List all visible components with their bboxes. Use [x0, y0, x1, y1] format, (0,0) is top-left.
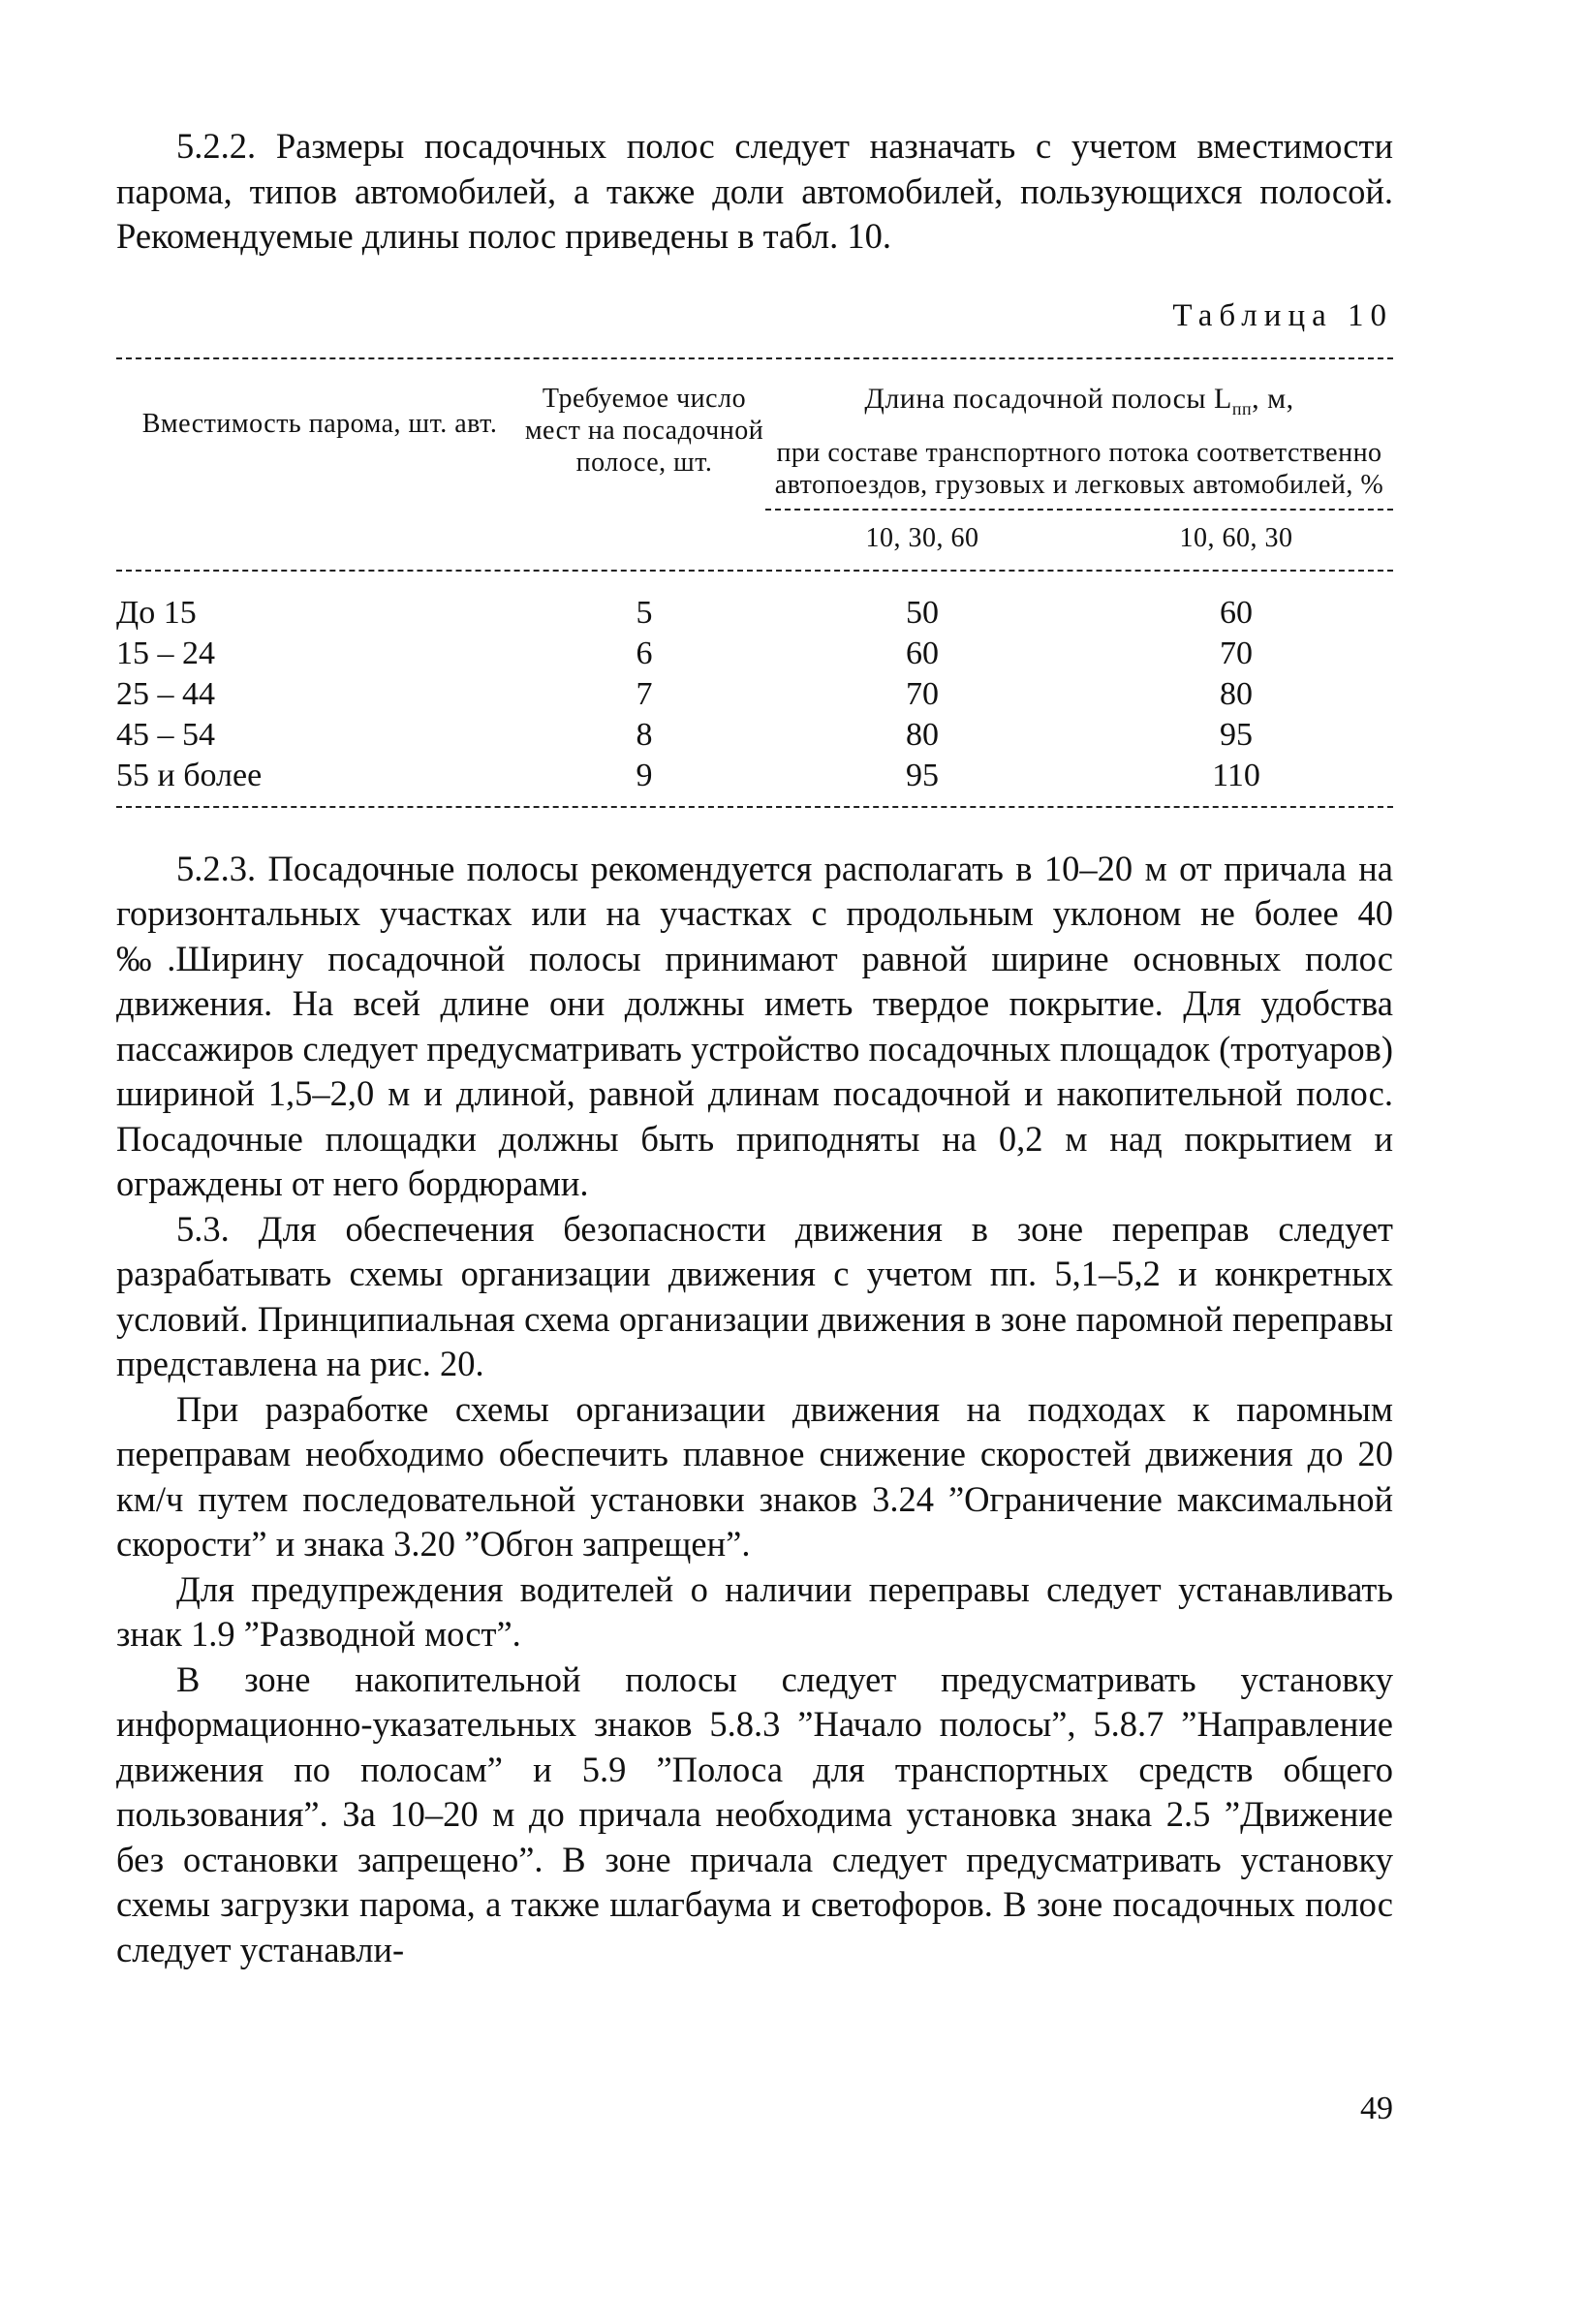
paragraph-accumulation-zone: В зоне накопительной полосы следует предусматривать установку информационно-указательных знаков 5.8.3 ”Начало полосы”, 5.8.7 ”Направление движения по полосам” и 5.9 ”Полоса для транспортных средств общего пользования”. За 10–20 м до причала необходима установка знака 2.5 ”Движение без остановки запрещено”. В зоне причала следует предусматривать установку схемы загрузки парома, а также шлагбаума и светофоров. В зоне посадочных полос следует устанавли-	[116, 1658, 1393, 1969]
table-row-1-len2: 60	[1220, 594, 1253, 631]
table-row-5-len2: 110	[1212, 757, 1260, 793]
table-header	[116, 359, 1393, 570]
table-row-1-len1: 50	[906, 594, 939, 631]
table-row-4-capacity: 45 – 54	[116, 716, 215, 753]
header-lane-length	[765, 383, 1393, 554]
table-row-2-places: 6	[636, 635, 653, 671]
table-row-4-len2: 95	[1220, 716, 1253, 753]
paragraph-driver-warning: Для предупреждения водителей о наличии переправы следует устанавливать знак 1.9 ”Разводной мост”.	[116, 1568, 1393, 1654]
subheader-row	[765, 511, 1393, 554]
table-row-5-lengths	[765, 756, 1393, 796]
table-row-3-capacity: 25 – 44	[116, 675, 215, 712]
table-row-2-len1: 60	[906, 635, 939, 671]
page-number: 49	[1360, 2091, 1393, 2126]
header-lane-length-desc: при составе транспортного потока соответственно автопоездов, грузовых и легковых автомобилей, %	[774, 437, 1384, 500]
table-row-4-places: 8	[636, 716, 653, 753]
table-row-4-len1: 80	[906, 716, 939, 753]
subheader-mix-1: 10, 30, 60	[865, 522, 979, 553]
table-row-2-len2: 70	[1220, 635, 1253, 671]
table-body	[116, 572, 1393, 806]
table-row-1-places: 5	[636, 594, 653, 631]
table-row-3-lengths	[765, 674, 1393, 715]
table-caption: Таблица 10	[1172, 297, 1393, 333]
table-row-5-len1: 95	[906, 757, 939, 793]
table-row-5-places: 9	[636, 757, 653, 793]
table-row-3-len1: 70	[906, 675, 939, 712]
table-row-2-lengths	[765, 634, 1393, 674]
table-10	[116, 357, 1393, 808]
header-lane-length-title: Длина посадочной полосы $L_{пп}$, м,	[864, 382, 1294, 418]
table-row-2-capacity: 15 – 24	[116, 635, 215, 671]
spacer	[116, 808, 1393, 847]
paragraph-speed-reduction: При разработке схемы организации движения на подходах к паромным переправам необходимо обеспечить плавное снижение скоростей движения до 20 км/ч путем последовательной установки знаков 3.24 ”Ограничение максимальной скорости” и знака 3.20 ”Обгон запрещен”.	[116, 1388, 1393, 1564]
subheader-mix-2: 10, 60, 30	[1179, 522, 1293, 553]
subscript-pp: пп	[1231, 398, 1253, 418]
table-row-5-capacity: 55 и более	[116, 757, 263, 793]
paragraph-5-2-2: 5.2.2. Размеры посадочных полос следует назначать с учетом вместимости парома, типов автомобилей, а также доли автомобилей, пользующихся полосой. Рекомендуемые длины полос приведены в табл. 10.	[116, 126, 1393, 256]
header-capacity: Вместимость парома, шт. авт.	[141, 408, 498, 439]
table-row-4-lengths	[765, 715, 1393, 756]
header-places: Требуемое число мест на посадочной полосе, шт.	[524, 383, 764, 478]
table-row-1-capacity: До 15	[116, 594, 197, 631]
paragraph-5-2-3: 5.2.3. Посадочные полосы рекомендуется располагать в 10–20 м от причала на горизонтальных участках или на участках с продольным уклоном не более 40 ‰.Ширину посадочной полосы принимают равной ширине основных полос движения. На всей длине они должны иметь твердое покрытие. Для удобства пассажиров следует предусматривать устройство посадочных площадок (тротуаров) шириной 1,5–2,0 м и длиной, равной длинам посадочной и накопительной полос. Посадочные площадки должны быть приподняты на 0,2 м над покрытием и ограждены от него бордюрами.	[116, 848, 1393, 1203]
table-row-1-lengths	[765, 593, 1393, 634]
table-row-3-len2: 80	[1220, 675, 1253, 712]
document-page	[116, 124, 1393, 1972]
paragraph-5-3: 5.3. Для обеспечения безопасности движения в зоне переправ следует разрабатывать схемы организации движения с учетом пп. 5,1–5,2 и конкретных условий. Принципиальная схема организации движения в зоне паромной переправы представлена на рис. 20.	[116, 1208, 1393, 1383]
table-row-3-places: 7	[636, 675, 653, 712]
